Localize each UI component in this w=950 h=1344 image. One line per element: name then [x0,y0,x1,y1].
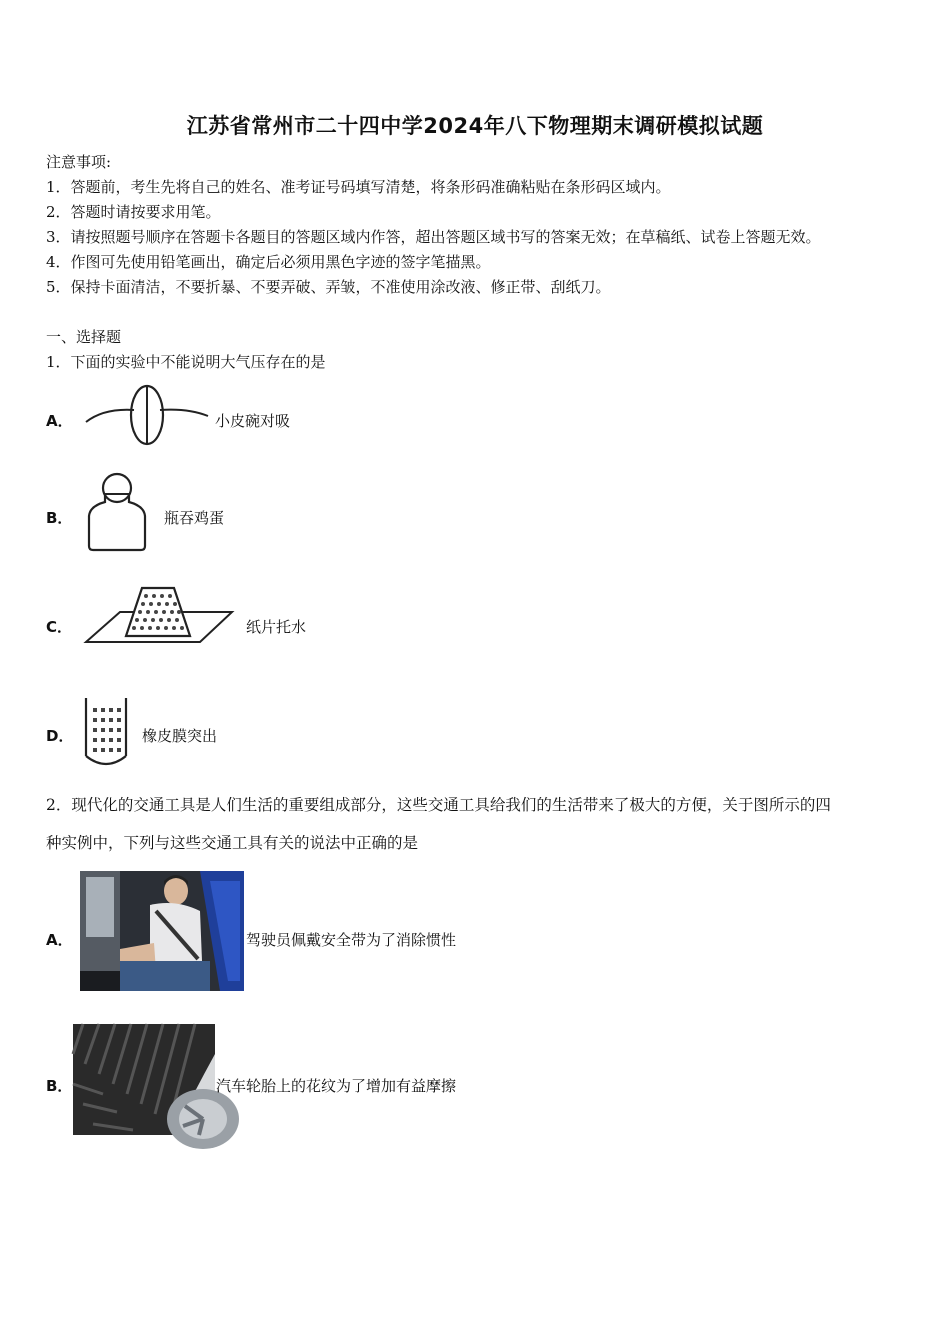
option-a-text: 驾驶员佩戴安全带为了消除惯性 [246,931,457,949]
section-heading: 一、选择题 [46,328,122,346]
question-1-stem: 1．下面的实验中不能说明大气压存在的是 [46,353,326,371]
question-2-stem-line2: 种实例中，下列与这些交通工具有关的说法中正确的是 [46,834,419,852]
option-a-text: 小皮碗对吸 [215,412,291,430]
option-b-label: B． [46,1077,73,1095]
option-d-text: 橡皮膜突出 [142,727,218,745]
option-a-label: A． [46,412,73,430]
notice-item: 2．答题时请按要求用笔。 [46,203,221,221]
notice-item: 3．请按照题号顺序在答题卡各题目的答题区域内作答，超出答题区域书写的答案无效；在草稿纸、试卷上答题无效。 [46,228,821,246]
suction-cups-icon [84,384,210,446]
option-a-label: A． [46,931,73,949]
option-b-label: B． [46,509,73,527]
rubber-membrane-icon [82,696,132,772]
option-d-label: D． [46,727,74,745]
notice-heading: 注意事项: [46,153,112,171]
bottle-egg-icon [86,472,148,552]
option-b-text: 汽车轮胎上的花纹为了增加有益摩擦 [216,1077,457,1095]
notice-item: 4．作图可先使用铅笔画出，确定后必须用黑色字迹的签字笔描黑。 [46,253,491,271]
notice-item: 5．保持卡面清洁，不要折暴、不要弄破、弄皱，不准使用涂改液、修正带、刮纸刀。 [46,278,611,296]
option-c-text: 纸片托水 [246,618,307,636]
paper-holds-water-icon [84,584,234,646]
option-c-label: C． [46,618,73,636]
question-2-stem-line1: 2．现代化的交通工具是人们生活的重要组成部分，这些交通工具给我们的生活带来了极大的方便，关于图所示的四 [46,796,831,814]
page-title: 江苏省常州市二十四中学2024年八下物理期末调研模拟试题 [186,114,764,138]
seatbelt-photo [80,871,244,991]
option-b-text: 瓶吞鸡蛋 [164,509,225,527]
tire-photo [73,1024,215,1135]
notice-item: 1．答题前，考生先将自己的姓名、准考证号码填写清楚，将条形码准确粘贴在条形码区域内。 [46,178,671,196]
